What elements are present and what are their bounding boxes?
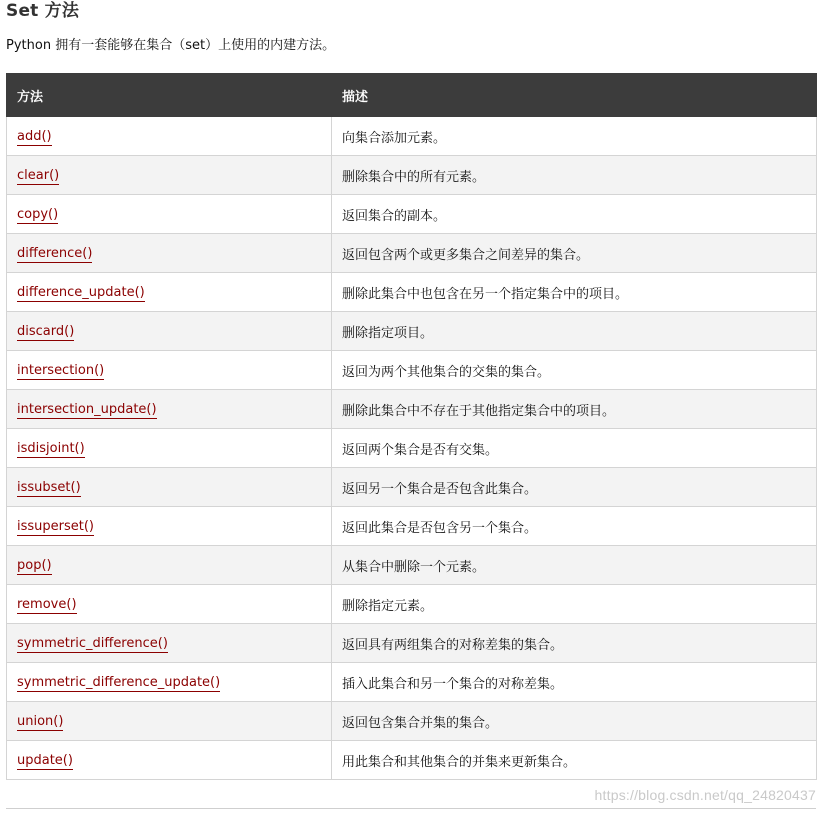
bottom-divider xyxy=(6,808,816,809)
table-body xyxy=(7,117,817,780)
description-cell: 返回具有两组集合的对称差集的集合。 xyxy=(332,624,817,663)
description-cell: 删除此集合中不存在于其他指定集合中的项目。 xyxy=(332,390,817,429)
table-row xyxy=(7,390,817,429)
method-link[interactable]: clear() xyxy=(17,167,60,183)
description-cell: 删除指定项目。 xyxy=(332,312,817,351)
table-row xyxy=(7,234,817,273)
method-link[interactable]: pop() xyxy=(17,557,52,573)
column-header-description: 描述 xyxy=(332,74,817,117)
table-row xyxy=(7,312,817,351)
methods-table xyxy=(6,73,817,780)
method-cell xyxy=(7,585,332,624)
description-cell: 返回包含集合并集的集合。 xyxy=(332,702,817,741)
table-row xyxy=(7,156,817,195)
description-cell: 插入此集合和另一个集合的对称差集。 xyxy=(332,663,817,702)
description-cell: 返回另一个集合是否包含此集合。 xyxy=(332,468,817,507)
description-cell: 返回集合的副本。 xyxy=(332,195,817,234)
description-cell: 返回包含两个或更多集合之间差异的集合。 xyxy=(332,234,817,273)
description-cell: 返回为两个其他集合的交集的集合。 xyxy=(332,351,817,390)
table-row xyxy=(7,663,817,702)
description-cell: 用此集合和其他集合的并集来更新集合。 xyxy=(332,741,817,780)
method-cell xyxy=(7,234,332,273)
description-cell: 从集合中删除一个元素。 xyxy=(332,546,817,585)
table-row xyxy=(7,546,817,585)
method-link[interactable]: symmetric_difference_update() xyxy=(17,674,221,690)
method-cell xyxy=(7,429,332,468)
table-row xyxy=(7,195,817,234)
description-cell: 返回两个集合是否有交集。 xyxy=(332,429,817,468)
description-cell: 删除指定元素。 xyxy=(332,585,817,624)
method-link[interactable]: union() xyxy=(17,713,64,729)
method-link[interactable]: difference() xyxy=(17,245,93,261)
table-row xyxy=(7,702,817,741)
table-row xyxy=(7,585,817,624)
table-row xyxy=(7,117,817,156)
table-row xyxy=(7,429,817,468)
method-link[interactable]: remove() xyxy=(17,596,77,612)
description-cell: 删除集合中的所有元素。 xyxy=(332,156,817,195)
method-cell xyxy=(7,312,332,351)
method-cell xyxy=(7,273,332,312)
method-cell xyxy=(7,468,332,507)
method-cell xyxy=(7,117,332,156)
method-link[interactable]: add() xyxy=(17,128,52,144)
method-cell xyxy=(7,702,332,741)
method-link[interactable]: update() xyxy=(17,752,73,768)
description-cell: 返回此集合是否包含另一个集合。 xyxy=(332,507,817,546)
method-link[interactable]: issuperset() xyxy=(17,518,95,534)
method-cell xyxy=(7,156,332,195)
table-row xyxy=(7,507,817,546)
method-cell xyxy=(7,741,332,780)
method-cell xyxy=(7,390,332,429)
page-title: Set 方法 xyxy=(6,1,80,21)
table-row xyxy=(7,468,817,507)
method-cell xyxy=(7,624,332,663)
table-row xyxy=(7,351,817,390)
description-cell: 删除此集合中也包含在另一个指定集合中的项目。 xyxy=(332,273,817,312)
table-header-row xyxy=(7,74,817,117)
watermark: https://blog.csdn.net/qq_24820437 xyxy=(594,787,816,803)
method-cell xyxy=(7,195,332,234)
method-link[interactable]: copy() xyxy=(17,206,59,222)
method-link[interactable]: symmetric_difference() xyxy=(17,635,168,651)
method-link[interactable]: isdisjoint() xyxy=(17,440,85,456)
method-link[interactable]: intersection_update() xyxy=(17,401,157,417)
method-link[interactable]: intersection() xyxy=(17,362,105,378)
table-row xyxy=(7,624,817,663)
method-cell xyxy=(7,546,332,585)
method-cell xyxy=(7,507,332,546)
table-row xyxy=(7,741,817,780)
description-cell: 向集合添加元素。 xyxy=(332,117,817,156)
method-cell xyxy=(7,351,332,390)
method-cell xyxy=(7,663,332,702)
method-link[interactable]: discard() xyxy=(17,323,75,339)
table-row xyxy=(7,273,817,312)
column-header-method: 方法 xyxy=(7,74,332,117)
method-link[interactable]: issubset() xyxy=(17,479,81,495)
intro-text: Python 拥有一套能够在集合（set）上使用的内建方法。 xyxy=(6,38,336,53)
method-link[interactable]: difference_update() xyxy=(17,284,145,300)
